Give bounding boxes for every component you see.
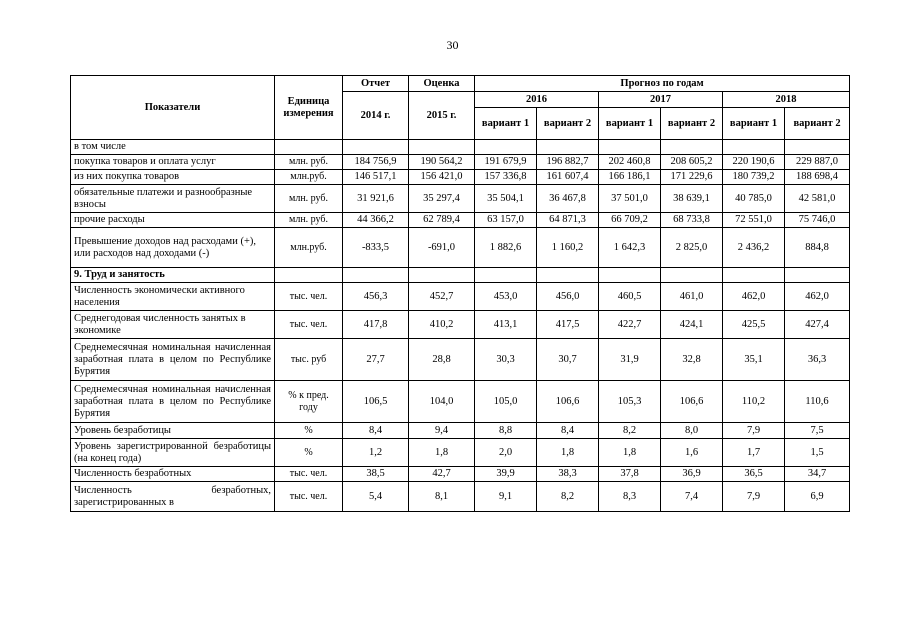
cell-value: -691,0 [409, 228, 475, 268]
cell-value: 456,0 [537, 283, 599, 311]
cell-value: 1,7 [723, 439, 785, 467]
cell-value: 8,0 [661, 423, 723, 439]
cell-value: 1,8 [599, 439, 661, 467]
cell-value: 7,9 [723, 423, 785, 439]
cell-value: 75 746,0 [785, 213, 850, 228]
cell-value: 42,7 [409, 467, 475, 482]
cell-value: -833,5 [343, 228, 409, 268]
cell-value: 2 825,0 [661, 228, 723, 268]
row-unit: млн. руб. [275, 155, 343, 170]
cell-value: 8,8 [475, 423, 537, 439]
header-year-2017: 2017 [599, 92, 723, 108]
cell-value [785, 140, 850, 155]
cell-value: 417,5 [537, 311, 599, 339]
row-label: в том числе [71, 140, 275, 155]
cell-value: 36,3 [785, 339, 850, 381]
cell-value: 190 564,2 [409, 155, 475, 170]
cell-value [409, 140, 475, 155]
cell-value: 156 421,0 [409, 170, 475, 185]
cell-value [475, 268, 537, 283]
cell-value: 30,7 [537, 339, 599, 381]
cell-value: 36 467,8 [537, 185, 599, 213]
row-label: Численность безработных, зарегистрированных в [71, 482, 275, 512]
cell-value: 38 639,1 [661, 185, 723, 213]
table-row [71, 268, 850, 283]
cell-value: 6,9 [785, 482, 850, 512]
row-label: Численность безработных [71, 467, 275, 482]
header-indicators: Показатели [71, 76, 275, 140]
row-label: Превышение доходов над расходами (+), или расходов над доходами (-) [71, 228, 275, 268]
cell-value: 188 698,4 [785, 170, 850, 185]
cell-value [537, 268, 599, 283]
cell-value: 68 733,8 [661, 213, 723, 228]
cell-value [599, 268, 661, 283]
row-label: Уровень безработицы [71, 423, 275, 439]
cell-value: 166 186,1 [599, 170, 661, 185]
cell-value: 191 679,9 [475, 155, 537, 170]
cell-value: 72 551,0 [723, 213, 785, 228]
row-unit: тыс. чел. [275, 283, 343, 311]
cell-value: 184 756,9 [343, 155, 409, 170]
row-unit: % [275, 423, 343, 439]
cell-value: 456,3 [343, 283, 409, 311]
cell-value: 460,5 [599, 283, 661, 311]
cell-value: 202 460,8 [599, 155, 661, 170]
table-row [71, 185, 850, 213]
cell-value: 28,8 [409, 339, 475, 381]
cell-value [537, 140, 599, 155]
row-unit: % [275, 439, 343, 467]
cell-value: 157 336,8 [475, 170, 537, 185]
cell-value: 7,5 [785, 423, 850, 439]
cell-value: 8,4 [537, 423, 599, 439]
cell-value: 1,8 [537, 439, 599, 467]
row-label: прочие расходы [71, 213, 275, 228]
cell-value: 36,9 [661, 467, 723, 482]
row-unit: млн.руб. [275, 170, 343, 185]
row-label: из них покупка товаров [71, 170, 275, 185]
cell-value: 2,0 [475, 439, 537, 467]
cell-value: 161 607,4 [537, 170, 599, 185]
table-row [71, 381, 850, 423]
table-row [71, 213, 850, 228]
cell-value: 42 581,0 [785, 185, 850, 213]
row-label: Численность экономически активного населения [71, 283, 275, 311]
cell-value: 196 882,7 [537, 155, 599, 170]
cell-value: 462,0 [785, 283, 850, 311]
cell-value: 884,8 [785, 228, 850, 268]
table-row [71, 482, 850, 512]
cell-value: 105,0 [475, 381, 537, 423]
cell-value: 208 605,2 [661, 155, 723, 170]
cell-value [661, 140, 723, 155]
cell-value: 8,2 [537, 482, 599, 512]
cell-value: 9,1 [475, 482, 537, 512]
cell-value: 461,0 [661, 283, 723, 311]
cell-value [785, 268, 850, 283]
table-row [71, 170, 850, 185]
cell-value: 62 789,4 [409, 213, 475, 228]
header-variant: вариант 2 [785, 108, 850, 140]
cell-value: 110,2 [723, 381, 785, 423]
cell-value: 1,8 [409, 439, 475, 467]
table-row [71, 339, 850, 381]
cell-value: 31,9 [599, 339, 661, 381]
cell-value: 1,5 [785, 439, 850, 467]
cell-value: 413,1 [475, 311, 537, 339]
cell-value [723, 140, 785, 155]
cell-value: 410,2 [409, 311, 475, 339]
row-unit: % к пред. году [275, 381, 343, 423]
cell-value [343, 140, 409, 155]
header-variant: вариант 1 [723, 108, 785, 140]
row-unit [275, 140, 343, 155]
cell-value: 35 504,1 [475, 185, 537, 213]
cell-value: 27,7 [343, 339, 409, 381]
row-unit: млн.руб. [275, 228, 343, 268]
table-row [71, 228, 850, 268]
cell-value: 64 871,3 [537, 213, 599, 228]
header-year-2018: 2018 [723, 92, 850, 108]
page-number: 30 [446, 38, 459, 52]
row-unit: тыс. чел. [275, 467, 343, 482]
row-unit: тыс. чел. [275, 311, 343, 339]
cell-value [723, 268, 785, 283]
cell-value: 32,8 [661, 339, 723, 381]
cell-value: 425,5 [723, 311, 785, 339]
header-variant: вариант 2 [537, 108, 599, 140]
cell-value: 37,8 [599, 467, 661, 482]
cell-value: 39,9 [475, 467, 537, 482]
header-year-report: 2014 г. [343, 92, 409, 140]
cell-value: 424,1 [661, 311, 723, 339]
cell-value: 2 436,2 [723, 228, 785, 268]
cell-value [409, 268, 475, 283]
forecast-table [70, 75, 850, 512]
row-label: обязательные платежи и разнообразные взносы [71, 185, 275, 213]
cell-value [661, 268, 723, 283]
row-unit: тыс. чел. [275, 482, 343, 512]
cell-value: 9,4 [409, 423, 475, 439]
cell-value: 8,2 [599, 423, 661, 439]
cell-value: 105,3 [599, 381, 661, 423]
cell-value: 38,5 [343, 467, 409, 482]
table-row [71, 283, 850, 311]
cell-value: 1 642,3 [599, 228, 661, 268]
cell-value: 31 921,6 [343, 185, 409, 213]
row-unit: млн. руб. [275, 213, 343, 228]
cell-value: 452,7 [409, 283, 475, 311]
cell-value [475, 140, 537, 155]
row-label: Среднемесячная номинальная начисленная заработная плата в целом по Республике Бурятия [71, 339, 275, 381]
cell-value: 34,7 [785, 467, 850, 482]
header-estimate: Оценка [409, 76, 475, 92]
cell-value: 427,4 [785, 311, 850, 339]
cell-value: 146 517,1 [343, 170, 409, 185]
cell-value: 417,8 [343, 311, 409, 339]
cell-value: 38,3 [537, 467, 599, 482]
cell-value: 63 157,0 [475, 213, 537, 228]
cell-value: 229 887,0 [785, 155, 850, 170]
table-row [71, 467, 850, 482]
table-row [71, 155, 850, 170]
header-unit: Единица измерения [275, 76, 343, 140]
header-year-estimate: 2015 г. [409, 92, 475, 140]
cell-value: 1,6 [661, 439, 723, 467]
cell-value [343, 268, 409, 283]
cell-value: 5,4 [343, 482, 409, 512]
row-label: Среднегодовая численность занятых в экономике [71, 311, 275, 339]
header-variant: вариант 1 [475, 108, 537, 140]
cell-value: 453,0 [475, 283, 537, 311]
cell-value: 1 160,2 [537, 228, 599, 268]
cell-value: 8,1 [409, 482, 475, 512]
cell-value: 8,3 [599, 482, 661, 512]
cell-value: 180 739,2 [723, 170, 785, 185]
cell-value: 66 709,2 [599, 213, 661, 228]
cell-value: 1 882,6 [475, 228, 537, 268]
cell-value: 37 501,0 [599, 185, 661, 213]
cell-value: 106,6 [537, 381, 599, 423]
table-row [71, 140, 850, 155]
header-forecast: Прогноз по годам [475, 76, 850, 92]
row-label: Уровень зарегистрированной безработицы (на конец года) [71, 439, 275, 467]
cell-value: 110,6 [785, 381, 850, 423]
cell-value: 104,0 [409, 381, 475, 423]
cell-value: 106,5 [343, 381, 409, 423]
row-label: покупка товаров и оплата услуг [71, 155, 275, 170]
header-report: Отчет [343, 76, 409, 92]
header-variant: вариант 2 [661, 108, 723, 140]
cell-value: 30,3 [475, 339, 537, 381]
cell-value: 40 785,0 [723, 185, 785, 213]
row-label: Среднемесячная номинальная начисленная заработная плата в целом по Республике Бурятия [71, 381, 275, 423]
cell-value: 220 190,6 [723, 155, 785, 170]
cell-value: 8,4 [343, 423, 409, 439]
table-row [71, 439, 850, 467]
table-row [71, 311, 850, 339]
cell-value: 106,6 [661, 381, 723, 423]
row-unit [275, 268, 343, 283]
header-year-2016: 2016 [475, 92, 599, 108]
cell-value: 171 229,6 [661, 170, 723, 185]
cell-value: 35,1 [723, 339, 785, 381]
cell-value: 422,7 [599, 311, 661, 339]
table-row [71, 423, 850, 439]
cell-value: 36,5 [723, 467, 785, 482]
cell-value: 1,2 [343, 439, 409, 467]
cell-value: 44 366,2 [343, 213, 409, 228]
row-unit: млн. руб. [275, 185, 343, 213]
row-label: 9. Труд и занятость [71, 268, 275, 283]
row-unit: тыс. руб [275, 339, 343, 381]
header-variant: вариант 1 [599, 108, 661, 140]
cell-value [599, 140, 661, 155]
cell-value: 7,4 [661, 482, 723, 512]
cell-value: 7,9 [723, 482, 785, 512]
cell-value: 35 297,4 [409, 185, 475, 213]
cell-value: 462,0 [723, 283, 785, 311]
